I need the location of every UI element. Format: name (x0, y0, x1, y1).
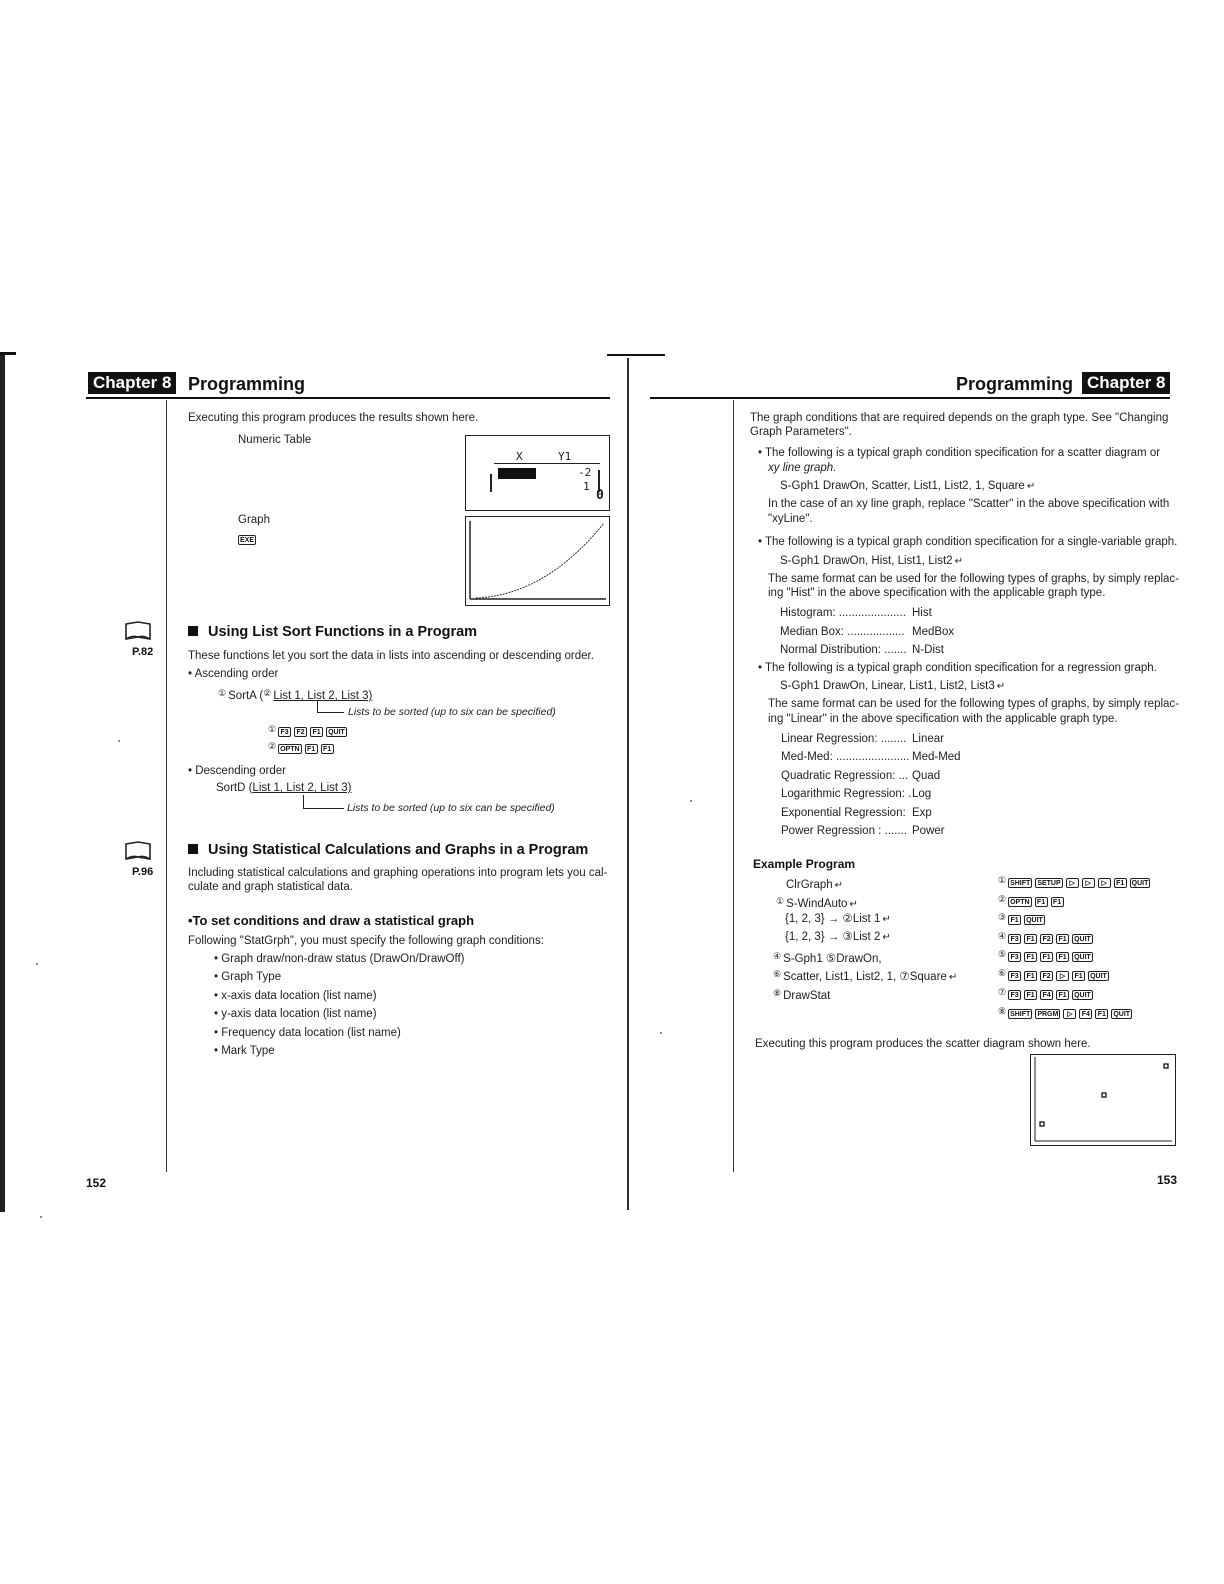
single-var-type-value: MedBox (912, 626, 955, 638)
sorta-note: Lists to be sorted (up to six can be specified) (348, 706, 556, 718)
key-sequence: ⑥ F3 F1 F2 ▷ F1 QUIT (998, 968, 1107, 980)
book-ref-icon (124, 620, 152, 642)
single-var-code: S-Gph1 DrawOn, Hist, List1, List2 ↵ (780, 555, 963, 567)
section2-subheading: •To set conditions and draw a statistical graph (188, 913, 475, 928)
sorta-keys-1: ① F3 F2 F1 QUIT (268, 724, 345, 736)
page-number-left: 152 (86, 1176, 107, 1190)
regression-code: S-Gph1 DrawOn, Linear, List1, List2, List3 ↵ (780, 680, 1006, 692)
book-ref-icon (124, 840, 152, 862)
single-var-type-name: Histogram: ..................... (780, 607, 906, 619)
regression-type-value: Quad (912, 770, 941, 782)
section1-heading: Using List Sort Functions in a Program (188, 623, 477, 641)
table-header-line (494, 463, 600, 464)
program-line: {1, 2, 3} → ③List 2 ↵ (785, 931, 891, 943)
table-col-y: Y1 (558, 450, 572, 463)
scan-speck (690, 800, 692, 802)
key-sequence: ⑧ SHIFT PRGM ▷ F4 F1 QUIT (998, 1006, 1131, 1018)
right-intro-line2: Graph Parameters". (750, 426, 852, 438)
condition-item: • Graph Type (214, 971, 282, 983)
single-var-type-name: Normal Distribution: ....... (780, 644, 907, 656)
intro-text: Executing this program produces the results shown here. (188, 412, 479, 424)
section1-page-ref: P.82 (132, 646, 154, 658)
section2-sub-body: Following "StatGrph", you must specify the following graph conditions: (188, 935, 544, 947)
scatter-result-text: Executing this program produces the scatter diagram shown here. (755, 1038, 1091, 1050)
example-program-heading: Example Program (753, 857, 856, 871)
scatter-point (1040, 1122, 1044, 1126)
single-var-type-name: Median Box: .................. (780, 626, 905, 638)
sortd-note: Lists to be sorted (up to six can be specified) (347, 802, 555, 814)
program-line: ① S-WindAuto ↵ (776, 896, 858, 910)
sorta-bracket (317, 700, 344, 713)
return-icon: ↵ (1026, 481, 1036, 492)
program-line: {1, 2, 3} → ②List 1 ↵ (785, 913, 891, 925)
single-var-note-line2: ing "Hist" in the above specification with the applicable graph type. (768, 587, 1106, 599)
condition-item: • x-axis data location (list name) (214, 990, 377, 1002)
regression-type-value: Power (912, 825, 945, 837)
left-edge-tick (0, 352, 16, 355)
numeric-table-label: Numeric Table (238, 434, 312, 446)
table-cursor-value: 0 (596, 488, 604, 503)
graph-exe-key: EXE (240, 537, 255, 544)
descending-label: • Descending order (188, 765, 286, 777)
key-sequence: ⑦ F3 F1 F4 F1 QUIT (998, 987, 1091, 999)
chapter-badge-right: Chapter 8 (1082, 372, 1170, 394)
xyline-note-line1: In the case of an xy line graph, replace "Scatter" in the above specification with (768, 498, 1170, 510)
sortd-command: SortD (List 1, List 2, List 3) (216, 782, 352, 794)
regression-type-value: Med-Med (912, 751, 961, 763)
section2-body-line1: Including statistical calculations and graphing operations into program lets you cal- (188, 867, 608, 879)
regression-type-name: Med-Med: ....................... (781, 751, 910, 763)
sorta-command: ① SortA (② List 1, List 2, List 3) (218, 688, 373, 702)
regression-type-value: Linear (912, 733, 944, 745)
header-rule-right (650, 397, 1170, 399)
scatter-bullet-line1: • The following is a typical graph condition specification for a scatter diagram or (758, 447, 1161, 459)
regression-type-name: Linear Regression: ........ (781, 733, 907, 745)
ascending-label: • Ascending order (188, 668, 279, 680)
key-sequence: ② OPTN F1 F1 (998, 892, 1067, 910)
program-line: ⑧ DrawStat (773, 988, 831, 1002)
sortd-bracket (303, 795, 344, 809)
regression-type-value: Exp (912, 807, 932, 819)
program-line: ④ S-Gph1 ⑤DrawOn, (773, 951, 882, 965)
graph-curve (466, 517, 608, 604)
scan-speck (118, 740, 120, 742)
scan-speck (40, 1216, 42, 1218)
table-value-2: 1 (583, 480, 590, 493)
graph-label: Graph (238, 514, 270, 526)
table-col-x: X (516, 450, 523, 463)
table-left-bracket (490, 474, 492, 492)
single-var-note-line1: The same format can be used for the following types of graphs, by simply replac- (768, 573, 1180, 585)
key-sequence: ③ F1 QUIT (998, 912, 1043, 924)
key-sequence: ⑤ F3 F1 F1 F1 QUIT (998, 949, 1091, 961)
key-sequence: ① SHIFT SETUP ▷ ▷ ▷ F1 QUIT (998, 875, 1149, 887)
single-var-bullet: • The following is a typical graph condition specification for a single-variable graph. (758, 536, 1178, 548)
scatter-diagram-screen (1030, 1054, 1176, 1146)
scatter-point (1164, 1064, 1168, 1068)
regression-bullet: • The following is a typical graph condition specification for a regression graph. (758, 662, 1157, 674)
running-title-right: Programming (956, 374, 1074, 394)
scatter-plot (1031, 1055, 1174, 1144)
regression-type-name: Logarithmic Regression: . (781, 788, 912, 800)
condition-item: • Mark Type (214, 1045, 275, 1057)
table-highlight-cell (498, 468, 536, 479)
sorta-keys-2: ② OPTN F1 F1 (268, 739, 337, 757)
section1-body: These functions let you sort the data in lists into ascending or descending order. (188, 650, 594, 662)
table-value-1: -2 (578, 466, 592, 479)
running-title-left: Programming (188, 374, 306, 394)
regression-type-value: Log (912, 788, 932, 800)
regression-type-name: Power Regression : ....... (781, 825, 907, 837)
heading-square-icon (188, 844, 198, 854)
program-line: ClrGraph ↵ (786, 879, 844, 891)
margin-rule-right (733, 400, 734, 1172)
regression-type-name: Exponential Regression: (781, 807, 906, 819)
condition-item: • y-axis data location (list name) (214, 1008, 377, 1020)
regression-note-line2: ing "Linear" in the above specification with the applicable graph type. (768, 713, 1118, 725)
scan-speck (36, 963, 38, 965)
return-icon: ↵ (954, 556, 963, 567)
regression-type-name: Quadratic Regression: ... (781, 770, 909, 782)
page-number-right: 153 (1157, 1173, 1178, 1187)
center-fold-line (627, 358, 629, 1210)
margin-rule-left (166, 400, 167, 1172)
scatter-code: S-Gph1 DrawOn, Scatter, List1, List2, 1, Square ↵ (780, 480, 1036, 492)
section2-page-ref: P.96 (132, 866, 154, 878)
right-intro-line1: The graph conditions that are required depends on the graph type. See "Changing (750, 412, 1169, 424)
condition-item: • Graph draw/non-draw status (DrawOn/DrawOff) (214, 953, 465, 965)
graph-screen (465, 516, 610, 606)
program-line: ⑥ Scatter, List1, List2, 1, ⑦Square ↵ (773, 969, 958, 983)
single-var-type-value: Hist (912, 607, 932, 619)
chapter-badge-left: Chapter 8 (88, 372, 176, 394)
single-var-type-value: N-Dist (912, 644, 944, 656)
return-icon: ↵ (996, 681, 1006, 692)
scatter-bullet-line2: xy line graph. (768, 462, 837, 474)
scan-speck (660, 1032, 662, 1034)
section2-body-line2: culate and graph statistical data. (188, 881, 353, 893)
heading-square-icon (188, 626, 198, 636)
regression-note-line1: The same format can be used for the following types of graphs, by simply replac- (768, 698, 1180, 710)
section2-heading: Using Statistical Calculations and Graphs in a Program (188, 841, 588, 859)
center-fold-top (607, 354, 665, 356)
numeric-table-screen (465, 435, 610, 511)
condition-item: • Frequency data location (list name) (214, 1027, 401, 1039)
left-edge-bar (0, 352, 5, 1212)
scatter-point (1102, 1093, 1106, 1097)
key-sequence: ④ F3 F1 F2 F1 QUIT (998, 931, 1091, 943)
header-rule-left (86, 397, 610, 399)
xyline-note-line2: "xyLine". (768, 513, 813, 525)
